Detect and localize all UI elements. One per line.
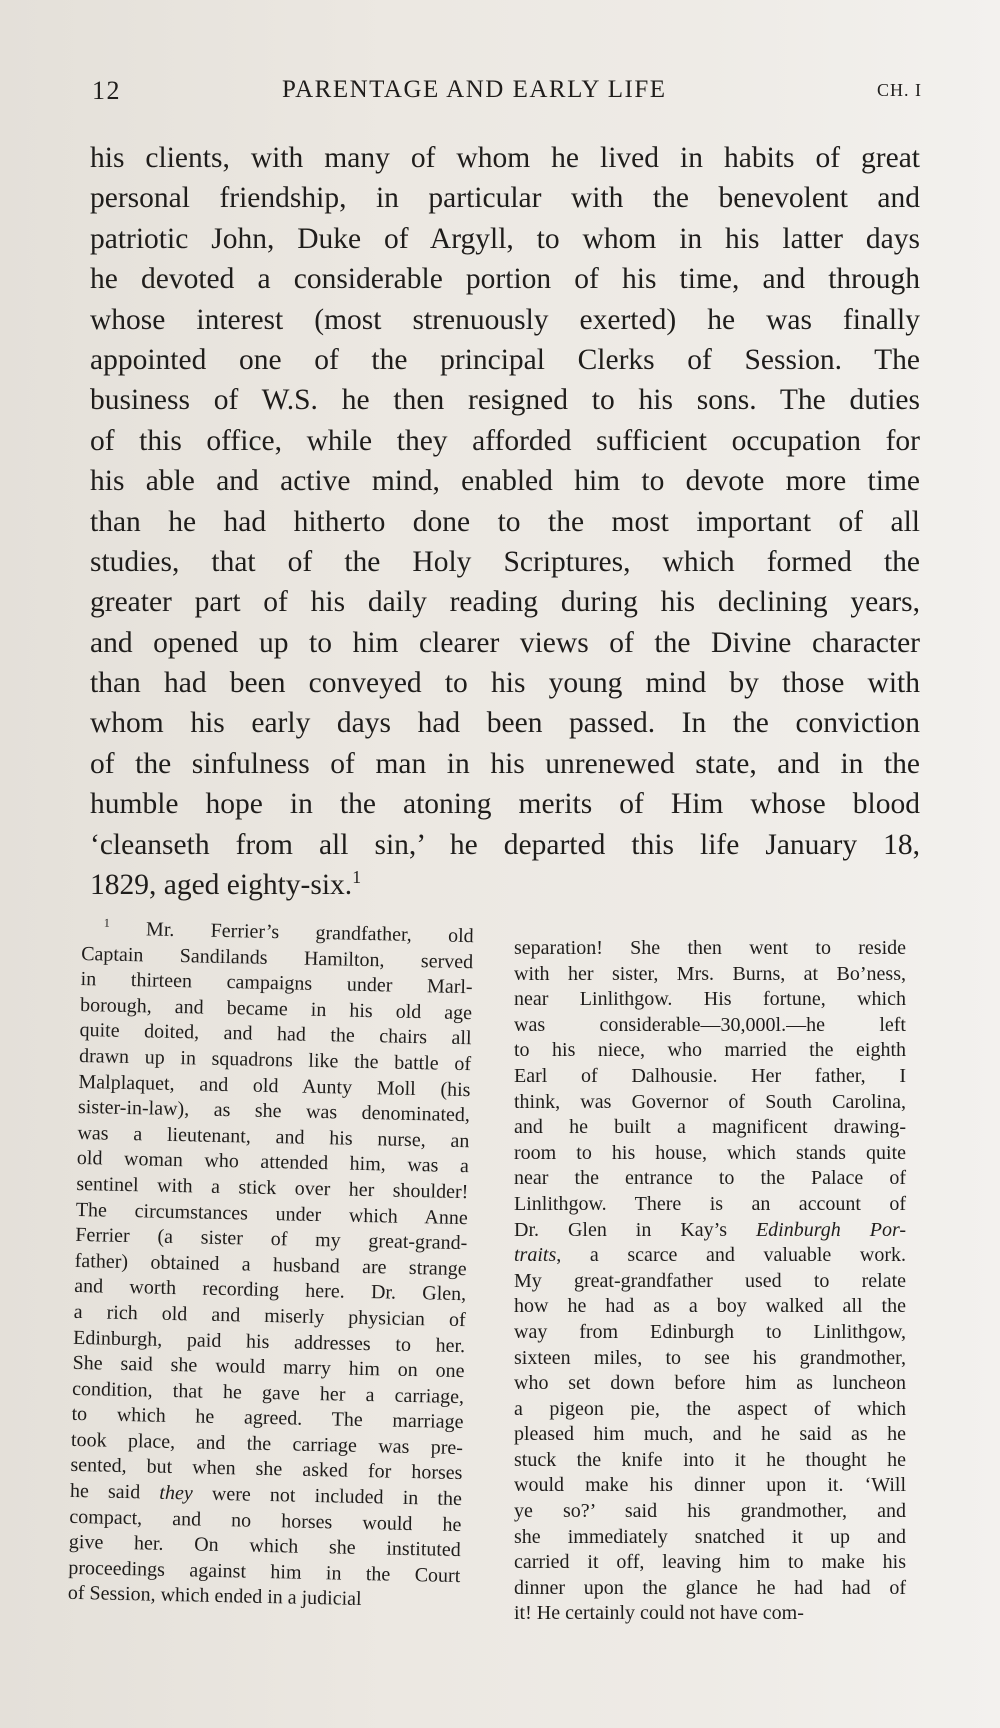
footnote-line: ye so?’ said his grandmother, and [514,1500,906,1523]
footnote-line: she immediately snatched it up and [514,1525,906,1548]
footnote-right-column [514,936,906,1627]
footnote-line: was considerable—30,000l.—he left [514,1013,906,1036]
footnote-left-column [68,916,474,1615]
footnote-line-italic: traits, a scarce and valuable work. [514,1244,906,1267]
page-number: 12 [92,76,121,105]
page-header [92,76,922,116]
body-line: 1829, aged eighty-six. [90,869,353,902]
body-line: of the sinfulness of man in his unrenewed state, and in the [90,747,920,780]
main-body-text [90,138,920,905]
footnote-line: carried it off, leaving him to make his [514,1551,906,1574]
footnote-line: quite doited, and had the chairs all [79,1019,472,1050]
footnote-line: drawn up in squadrons like the battle of [78,1044,472,1076]
body-line: business of W.S. he then resigned to his sons. The duties [90,384,920,417]
body-line: whom his early days had been passed. In the conviction [90,707,920,740]
footnote-line: dinner upon the glance he had had of [514,1576,906,1599]
footnote-line: room to his house, which stands quite [514,1141,906,1164]
footnote-line: separation! She then went to reside [514,937,906,959]
footnote-line: Linlithgow. There is an account of [514,1192,906,1215]
body-line: than had been conveyed to his young mind by those with [90,667,920,700]
footnote-line: Edinburgh, paid his addresses to her. [72,1326,466,1357]
footnote-line: was a lieutenant, and his nurse, an [77,1121,470,1152]
footnote-line: Malplaquet, and old Aunty Moll (his [78,1070,471,1101]
italic-text: they [159,1481,193,1505]
footnote-line: My great-grandfather used to relate [514,1269,906,1292]
footnote-line: Captain Sandilands Hamilton, served [80,942,474,973]
footnote-line: sented, but when she asked for horses [70,1454,463,1485]
footnote-line: pleased him much, and he said as he [514,1423,906,1446]
body-line: appointed one of the principal Clerks of Session. The [90,343,920,376]
body-line: and opened up to him clearer views of the Divine character [90,626,920,659]
footnote-line: who set down before him as luncheon [514,1372,906,1395]
footnote-marker: 1 [103,915,111,930]
footnote-line-italic: he said they were not included in the [69,1479,463,1511]
italic-text: traits [514,1244,557,1267]
footnote-line: of Session, which ended in a judicial [67,1582,362,1611]
footnote-line: way from Edinburgh to Linlithgow, [514,1320,906,1343]
body-line: of this office, while they afforded sufficient occupation for [90,424,920,457]
footnote-line: near the entrance to the Palace of [514,1167,906,1190]
footnote-line: with her sister, Mrs. Burns, at Bo’ness, [514,962,906,985]
footnote-line: to which he agreed. The marriage [71,1403,464,1434]
footnote-line: to his niece, who married the eighth [514,1039,906,1062]
footnote-line: proceedings against him in the Court [68,1556,461,1587]
footnote-line: borough, and became in his old age [79,993,473,1024]
footnote-line: Mr. Ferrier’s grandfather, old [145,918,474,948]
footnote-line: The circumstances under which Anne [75,1198,468,1229]
body-line: greater part of his daily reading during his declining years, [90,586,920,619]
footnote-block [67,915,922,1656]
footnote-line: sixteen miles, to see his grandmother, [514,1346,906,1369]
footnote-line: it! He certainly could not have com- [514,1602,804,1625]
body-line: ‘cleanseth from all sin,’ he departed this life January 18, [90,828,920,861]
footnote-line: think, was Governor of South Carolina, [514,1090,906,1113]
body-line: whose interest (most strenuously exerted) he was finally [90,303,920,336]
footnote-line: She said she would marry him on one [72,1351,465,1383]
footnote-line: old woman who attended him, was a [76,1147,470,1178]
running-title: PARENTAGE AND EARLY LIFE [282,76,667,103]
footnote-reference[interactable]: 1 [352,867,362,888]
footnote-line: near Linlithgow. His fortune, which [514,988,906,1011]
footnote-line: give her. On which she instituted [68,1531,462,1562]
footnote-line: compact, and no horses would he [69,1505,462,1536]
body-line: than he had hitherto done to the most important of all [90,505,920,538]
chapter-label: CH. I [877,80,922,100]
footnote-line: in thirteen campaigns under Marl- [80,968,473,999]
footnote-line: condition, that he gave her a carriage, [71,1377,465,1408]
body-last-line [90,865,920,905]
footnote-line: Earl of Dalhousie. Her father, I [514,1064,906,1087]
footnote-line-italic: Dr. Glen in Kay’s Edinburgh Por- [514,1218,907,1241]
italic-text: Edinburgh Por- [755,1218,907,1241]
footnote-line: a rich old and miserly physician of [73,1300,466,1332]
footnote-line: sister-in-law), as she was denominated, [77,1096,471,1127]
footnote-line: sentinel with a stick over her shoulder! [76,1172,469,1204]
footnote-line: and worth recording here. Dr. Glen, [74,1275,467,1306]
footnote-line: would make his dinner upon it. ‘Will [514,1474,906,1497]
footnote-line: father) obtained a husband are strange [74,1249,467,1280]
body-line: studies, that of the Holy Scriptures, which formed the [90,545,920,578]
footnote-line: a pigeon pie, the aspect of which [514,1397,906,1420]
footnote-line: stuck the knife into it he thought he [514,1448,906,1471]
footnote-line: how he had as a boy walked all the [514,1295,906,1318]
body-line: humble hope in the atoning merits of Him whose blood [90,788,920,821]
body-line: his able and active mind, enabled him to devote more time [90,465,920,498]
footnote-line: and he built a magnificent drawing- [514,1116,906,1139]
body-line: personal friendship, in particular with the benevolent and [90,182,920,215]
body-line: he devoted a considerable portion of his time, and through [90,263,920,296]
footnote-line: Ferrier (a sister of my great-grand- [75,1224,468,1255]
body-line: patriotic John, Duke of Argyll, to whom in his latter days [90,222,920,255]
footnote-line: took place, and the carriage was pre- [70,1428,464,1459]
body-line: his clients, with many of whom he lived in habits of great [90,142,920,174]
